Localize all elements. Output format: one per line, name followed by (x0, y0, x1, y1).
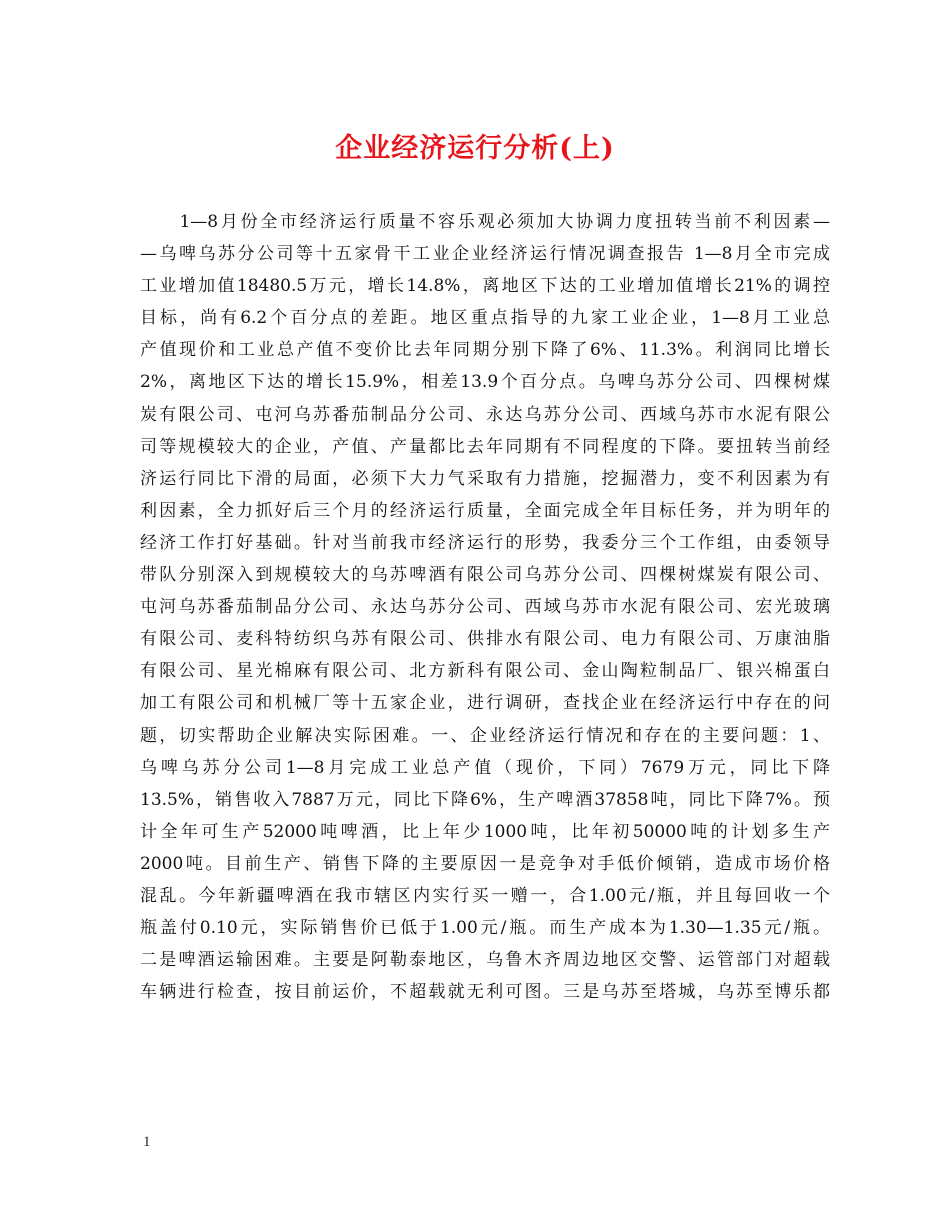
body-line: 带队分别深入到规模较大的乌苏啤酒有限公司乌苏分公司、四棵树煤炭有限公司、 (140, 565, 830, 586)
body-line: 屯河乌苏番茄制品分公司、永达乌苏分公司、西域乌苏市水泥有限公司、宏光玻璃 (140, 597, 830, 618)
document-title: 企业经济运行分析(上) (335, 133, 615, 164)
document-body (140, 206, 830, 1008)
body-line: 2%，离地区下达的增长15.9%，相差13.9个百分点。乌啤乌苏分公司、四棵树煤 (140, 372, 830, 393)
body-line: 利因素，全力抓好后三个月的经济运行质量，全面完成全年目标任务，并为明年的 (140, 500, 830, 521)
body-line: 13.5%，销售收入7887万元，同比下降6%，生产啤酒37858吨，同比下降7%。预 (140, 789, 830, 810)
body-line: 计全年可生产52000吨啤酒，比上年少1000吨，比年初50000吨的计划多生产 (140, 821, 830, 842)
body-line: 车辆进行检查，按目前运价，不超载就无利可图。三是乌苏至塔城，乌苏至博乐都 (140, 982, 830, 1003)
body-line: 炭有限公司、屯河乌苏番茄制品分公司、永达乌苏分公司、西域乌苏市水泥有限公 (140, 404, 830, 425)
body-line: 有限公司、星光棉麻有限公司、北方新科有限公司、金山陶粒制品厂、银兴棉蛋白 (140, 661, 830, 682)
body-line: 1—8月份全市经济运行质量不容乐观必须加大协调力度扭转当前不利因素— (140, 212, 830, 232)
body-line: 混乱。今年新疆啤酒在我市辖区内实行买一赠一，合1.00元/瓶，并且每回收一个 (140, 885, 830, 906)
body-line: —乌啤乌苏分公司等十五家骨干工业企业经济运行情况调查报告 1—8月全市完成 (140, 244, 830, 265)
body-line: 有限公司、麦科特纺织乌苏有限公司、供排水有限公司、电力有限公司、万康油脂 (140, 629, 830, 650)
body-line: 济运行同比下滑的局面，必须下大力气采取有力措施，挖掘潜力，变不利因素为有 (140, 468, 830, 489)
body-line: 题，切实帮助企业解决实际困难。一、企业经济运行情况和存在的主要问题：1、 (140, 725, 830, 746)
body-line: 司等规模较大的企业，产值、产量都比去年同期有不同程度的下降。要扭转当前经 (140, 436, 830, 457)
body-line: 加工有限公司和机械厂等十五家企业，进行调研，查找企业在经济运行中存在的问 (140, 693, 830, 714)
body-line: 目标，尚有6.2个百分点的差距。地区重点指导的九家工业企业，1—8月工业总 (140, 308, 830, 329)
body-line: 工业增加值18480.5万元，增长14.8%，离地区下达的工业增加值增长21%的调控 (140, 276, 830, 297)
page-number: 1 (143, 1134, 151, 1150)
body-line: 经济工作打好基础。针对当前我市经济运行的形势，我委分三个工作组，由委领导 (140, 532, 830, 553)
body-line: 乌啤乌苏分公司1—8月完成工业总产值（现价，下同）7679万元，同比下降 (140, 757, 830, 778)
body-line: 瓶盖付0.10元，实际销售价已低于1.00元/瓶。而生产成本为1.30—1.35元/瓶。 (140, 918, 830, 939)
body-line: 产值现价和工业总产值不变价比去年同期分别下降了6%、11.3%。利润同比增长 (140, 340, 830, 361)
body-line: 2000吨。目前生产、销售下降的主要原因一是竞争对手低价倾销，造成市场价格 (140, 853, 830, 874)
body-line: 二是啤酒运输困难。主要是阿勒泰地区，乌鲁木齐周边地区交警、运管部门对超载 (140, 950, 830, 971)
